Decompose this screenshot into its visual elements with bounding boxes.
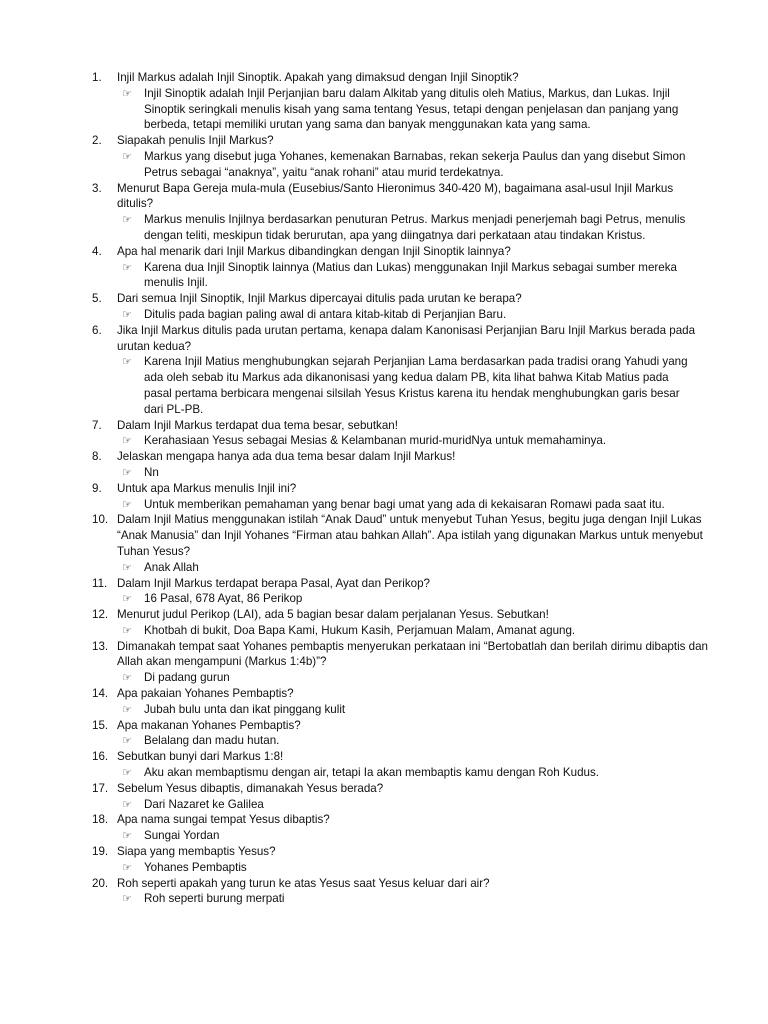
answer-item	[0, 560, 768, 576]
question-item	[0, 781, 768, 797]
pointing-hand-icon: ☞	[122, 355, 132, 369]
answer-item	[0, 797, 768, 813]
answer-text: Aku akan membaptismu dengan air, tetapi Ia akan membaptis kamu dengan Roh Kudus.	[144, 766, 600, 780]
answer-item	[0, 307, 768, 323]
pointing-hand-icon: ☞	[122, 434, 132, 448]
question-number: 2.	[92, 134, 102, 148]
question-item	[0, 133, 768, 149]
question-number: 7.	[92, 418, 102, 432]
answer-item	[0, 86, 768, 133]
question-text: Jelaskan mengapa hanya ada dua tema besar dalam Injil Markus!	[117, 450, 456, 464]
answer-text: Karena Injil Matius menghubungkan sejarah Perjanjian Lama berdasarkan pada tradisi orang Yahudi yang ada oleh sebab itu Markus ada dikanonisasi yang kedua dalam PB, kita lihat bahwa Kitab Matius pada pasal pertama berbicara mengenai silsilah Yesus Kristus karena itu hendak menghubungkan garis besar dari PL-PB.	[144, 355, 688, 416]
question-text: Apa hal menarik dari Injil Markus dibandingkan dengan Injil Sinoptik lainnya?	[117, 244, 511, 258]
question-text: Menurut Bapa Gereja mula-mula (Eusebius/Santo Hieronimus 340-420 M), bagaimana asal-usul Injil Markus ditulis?	[117, 181, 674, 211]
question-item	[0, 749, 768, 765]
question-item	[0, 181, 768, 213]
question-number: 19.	[92, 845, 109, 859]
question-number: 6.	[92, 323, 102, 337]
answer-text: Untuk memberikan pemahaman yang benar bagi umat yang ada di kekaisaran Romawi pada saat itu.	[144, 497, 665, 511]
answer-item	[0, 765, 768, 781]
question-text: Dari semua Injil Sinoptik, Injil Markus dipercayai ditulis pada urutan ke berapa?	[117, 292, 522, 306]
question-text: Roh seperti apakah yang turun ke atas Yesus saat Yesus keluar dari air?	[117, 876, 490, 890]
question-item	[0, 512, 768, 559]
question-item	[0, 718, 768, 734]
question-item	[0, 686, 768, 702]
question-number: 20.	[92, 876, 109, 890]
question-list	[0, 70, 768, 907]
answer-text: Jubah bulu unta dan ikat pinggang kulit	[144, 702, 346, 716]
question-number: 18.	[92, 813, 109, 827]
question-number: 11.	[92, 576, 108, 590]
question-item	[0, 876, 768, 892]
answer-item	[0, 891, 768, 907]
pointing-hand-icon: ☞	[122, 860, 132, 874]
pointing-hand-icon: ☞	[122, 149, 132, 163]
answer-text: Di padang gurun	[144, 671, 230, 685]
answer-text: Injil Sinoptik adalah Injil Perjanjian baru dalam Alkitab yang ditulis oleh Matius, Markus, dan Lukas. Injil Sinoptik seringkali menulis kisah yang sama tentang Yesus, tetapi dengan penjelasan dan panjang yang berbeda, tetapi memiliki urutan yang sama dan banyak menggunakan kata yang sama.	[144, 86, 679, 132]
question-text: Apa makanan Yohanes Pembaptis?	[117, 718, 301, 732]
question-item	[0, 812, 768, 828]
answer-item	[0, 433, 768, 449]
answer-item	[0, 465, 768, 481]
question-number: 15.	[92, 718, 109, 732]
answer-item	[0, 497, 768, 513]
question-text: Sebelum Yesus dibaptis, dimanakah Yesus berada?	[117, 781, 384, 795]
question-text: Menurut judul Perikop (LAI), ada 5 bagian besar dalam perjalanan Yesus. Sebutkan!	[117, 608, 549, 622]
answer-text: Kerahasiaan Yesus sebagai Mesias & Kelambanan murid-muridNya untuk memahaminya.	[144, 434, 607, 448]
question-item	[0, 481, 768, 497]
question-number: 14.	[92, 687, 109, 701]
answer-text: Anak Allah	[144, 560, 199, 574]
pointing-hand-icon: ☞	[122, 560, 132, 574]
pointing-hand-icon: ☞	[122, 260, 132, 274]
pointing-hand-icon: ☞	[122, 766, 132, 780]
pointing-hand-icon: ☞	[122, 702, 132, 716]
pointing-hand-icon: ☞	[122, 797, 132, 811]
question-item	[0, 418, 768, 434]
answer-text: Khotbah di bukit, Doa Bapa Kami, Hukum Kasih, Perjamuan Malam, Amanat agung.	[144, 623, 576, 637]
question-text: Dalam Injil Matius menggunakan istilah “Anak Daud” untuk menyebut Tuhan Yesus, begitu juga dengan Injil Lukas “Anak Manusia” dan Injil Yohanes “Firman atau bahkan Allah”. Apa istilah yang digunakan Markus untuk menyebut Tuhan Yesus?	[117, 513, 703, 558]
question-number: 17.	[92, 781, 109, 795]
question-number: 9.	[92, 481, 102, 495]
pointing-hand-icon: ☞	[122, 671, 132, 685]
answer-text: Yohanes Pembaptis	[144, 860, 247, 874]
answer-text: Ditulis pada bagian paling awal di antara kitab-kitab di Perjanjian Baru.	[144, 307, 507, 321]
question-text: Sebutkan bunyi dari Markus 1:8!	[117, 750, 284, 764]
question-item	[0, 323, 768, 355]
question-text: Untuk apa Markus menulis Injil ini?	[117, 481, 297, 495]
answer-item	[0, 670, 768, 686]
question-text: Jika Injil Markus ditulis pada urutan pertama, kenapa dalam Kanonisasi Perjanjian Baru Injil Markus berada pada urutan kedua?	[117, 323, 696, 353]
pointing-hand-icon: ☞	[122, 86, 132, 100]
answer-item	[0, 733, 768, 749]
question-item	[0, 449, 768, 465]
pointing-hand-icon: ☞	[122, 892, 132, 906]
answer-text: Dari Nazaret ke Galilea	[144, 797, 264, 811]
question-text: Injil Markus adalah Injil Sinoptik. Apakah yang dimaksud dengan Injil Sinoptik?	[117, 71, 519, 84]
question-text: Apa pakaian Yohanes Pembaptis?	[117, 687, 294, 701]
answer-item	[0, 828, 768, 844]
question-number: 4.	[92, 244, 102, 258]
question-text: Dalam Injil Markus terdapat dua tema besar, sebutkan!	[117, 418, 398, 432]
answer-text: Sungai Yordan	[144, 829, 220, 843]
question-item	[0, 639, 768, 671]
pointing-hand-icon: ☞	[122, 734, 132, 748]
answer-text: Karena dua Injil Sinoptik lainnya (Matius dan Lukas) menggunakan Injil Markus sebagai sumber mereka menulis Injil.	[144, 260, 677, 290]
answer-item	[0, 860, 768, 876]
answer-item	[0, 354, 768, 417]
question-number: 3.	[92, 181, 102, 195]
pointing-hand-icon: ☞	[122, 307, 132, 321]
question-number: 8.	[92, 450, 102, 464]
question-item	[0, 607, 768, 623]
question-item	[0, 291, 768, 307]
answer-item	[0, 623, 768, 639]
question-number: 5.	[92, 292, 102, 306]
answer-item	[0, 149, 768, 181]
answer-text: Belalang dan madu hutan.	[144, 734, 280, 748]
answer-item	[0, 591, 768, 607]
question-text: Dalam Injil Markus terdapat berapa Pasal, Ayat dan Perikop?	[117, 576, 430, 590]
answer-text: Roh seperti burung merpati	[144, 892, 285, 906]
question-number: 12.	[92, 608, 109, 622]
question-number: 10.	[92, 513, 109, 527]
answer-item	[0, 260, 768, 292]
pointing-hand-icon: ☞	[122, 465, 132, 479]
pointing-hand-icon: ☞	[122, 623, 132, 637]
answer-text: Nn	[144, 465, 159, 479]
pointing-hand-icon: ☞	[122, 592, 132, 606]
question-number: 16.	[92, 750, 109, 764]
answer-text: Markus yang disebut juga Yohanes, kemenakan Barnabas, rekan sekerja Paulus dan yang disebut Simon Petrus sebagai “anaknya”, yaitu “anak rohani” atau murid terdekatnya.	[144, 149, 686, 179]
answer-item	[0, 702, 768, 718]
answer-text: Markus menulis Injilnya berdasarkan penuturan Petrus. Markus menjadi penerjemah bagi Petrus, menulis dengan teliti, meskipun tidak berurutan, apa yang diingatnya dari perkataan atau tindakan Kristus.	[144, 213, 686, 242]
question-text: Siapakah penulis Injil Markus?	[117, 134, 274, 148]
question-number: 13.	[92, 639, 109, 653]
question-text: Dimanakah tempat saat Yohanes pembaptis menyerukan perkataan ini “Bertobatlah dan berilah dirimu dibaptis dan Allah akan mengampuni (Markus 1:4b)”?	[117, 639, 709, 669]
question-item	[0, 576, 768, 592]
question-text: Siapa yang membaptis Yesus?	[117, 845, 276, 859]
pointing-hand-icon: ☞	[122, 497, 132, 511]
answer-text: 16 Pasal, 678 Ayat, 86 Perikop	[144, 592, 303, 606]
question-item	[0, 844, 768, 860]
question-item	[0, 70, 768, 86]
pointing-hand-icon: ☞	[122, 213, 132, 227]
pointing-hand-icon: ☞	[122, 829, 132, 843]
answer-item	[0, 212, 768, 244]
question-item	[0, 244, 768, 260]
question-number: 1.	[92, 71, 102, 84]
question-text: Apa nama sungai tempat Yesus dibaptis?	[117, 813, 330, 827]
qa-document	[0, 70, 768, 907]
